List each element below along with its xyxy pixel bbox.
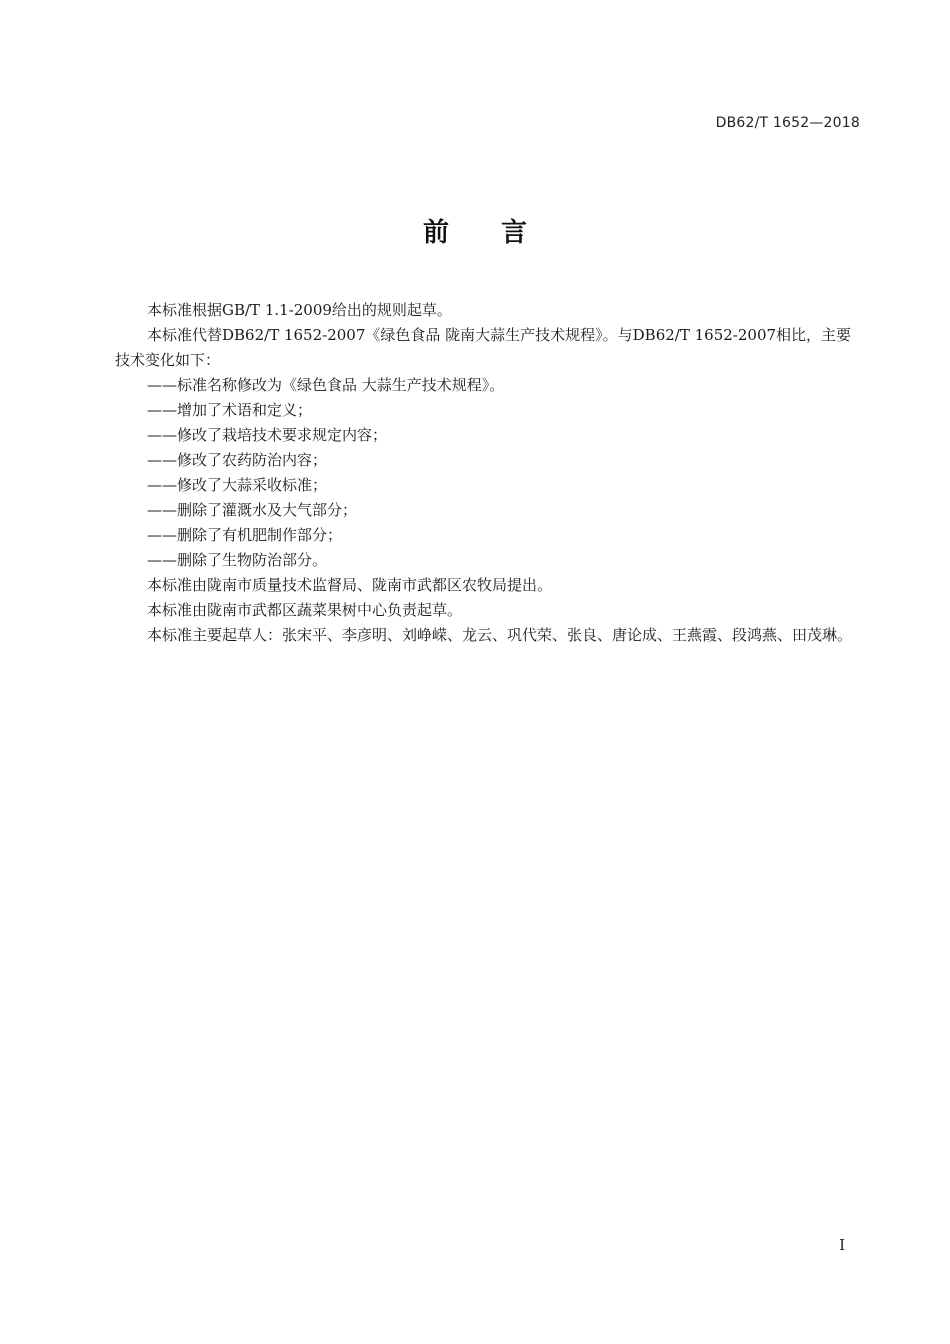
paragraph-drafters: 本标准主要起草人：张宋平、李彦明、刘峥嵘、龙云、巩代荣、张良、唐论成、王燕霞、段鸿燕、田茂琳。	[147, 626, 853, 644]
change-item: ——标准名称修改为《绿色食品 大蒜生产技术规程》。	[147, 376, 505, 394]
change-item: ——修改了大蒜采收标准；	[147, 476, 328, 494]
change-item: ——修改了栽培技术要求规定内容；	[147, 426, 388, 444]
paragraph-drafting-rules: 本标准根据GB/T 1.1-2009给出的规则起草。	[147, 301, 452, 319]
paragraph-drafted-by: 本标准由陇南市武都区蔬菜果树中心负责起草。	[147, 601, 463, 619]
change-item: ——删除了有机肥制作部分；	[147, 526, 343, 544]
foreword-body	[115, 298, 860, 648]
change-item: ——修改了农药防治内容；	[147, 451, 328, 469]
change-item: ——删除了生物防治部分。	[147, 551, 328, 569]
title-part-1: 前	[422, 218, 449, 248]
standard-code: DB62/T 1652—2018	[715, 115, 860, 131]
paragraph-proposed-by: 本标准由陇南市质量技术监督局、陇南市武都区农牧局提出。	[147, 576, 553, 594]
change-item: ——增加了术语和定义；	[147, 401, 313, 419]
paragraph-replaces: 本标准代替DB62/T 1652-2007《绿色食品 陇南大蒜生产技术规程》。与DB62/T 1652-2007相比，主要技术变化如下：	[115, 326, 852, 369]
title-part-2: 言	[501, 218, 528, 248]
change-item: ——删除了灌溉水及大气部分；	[147, 501, 358, 519]
page-number: I	[839, 1236, 845, 1254]
page-title	[0, 212, 950, 249]
